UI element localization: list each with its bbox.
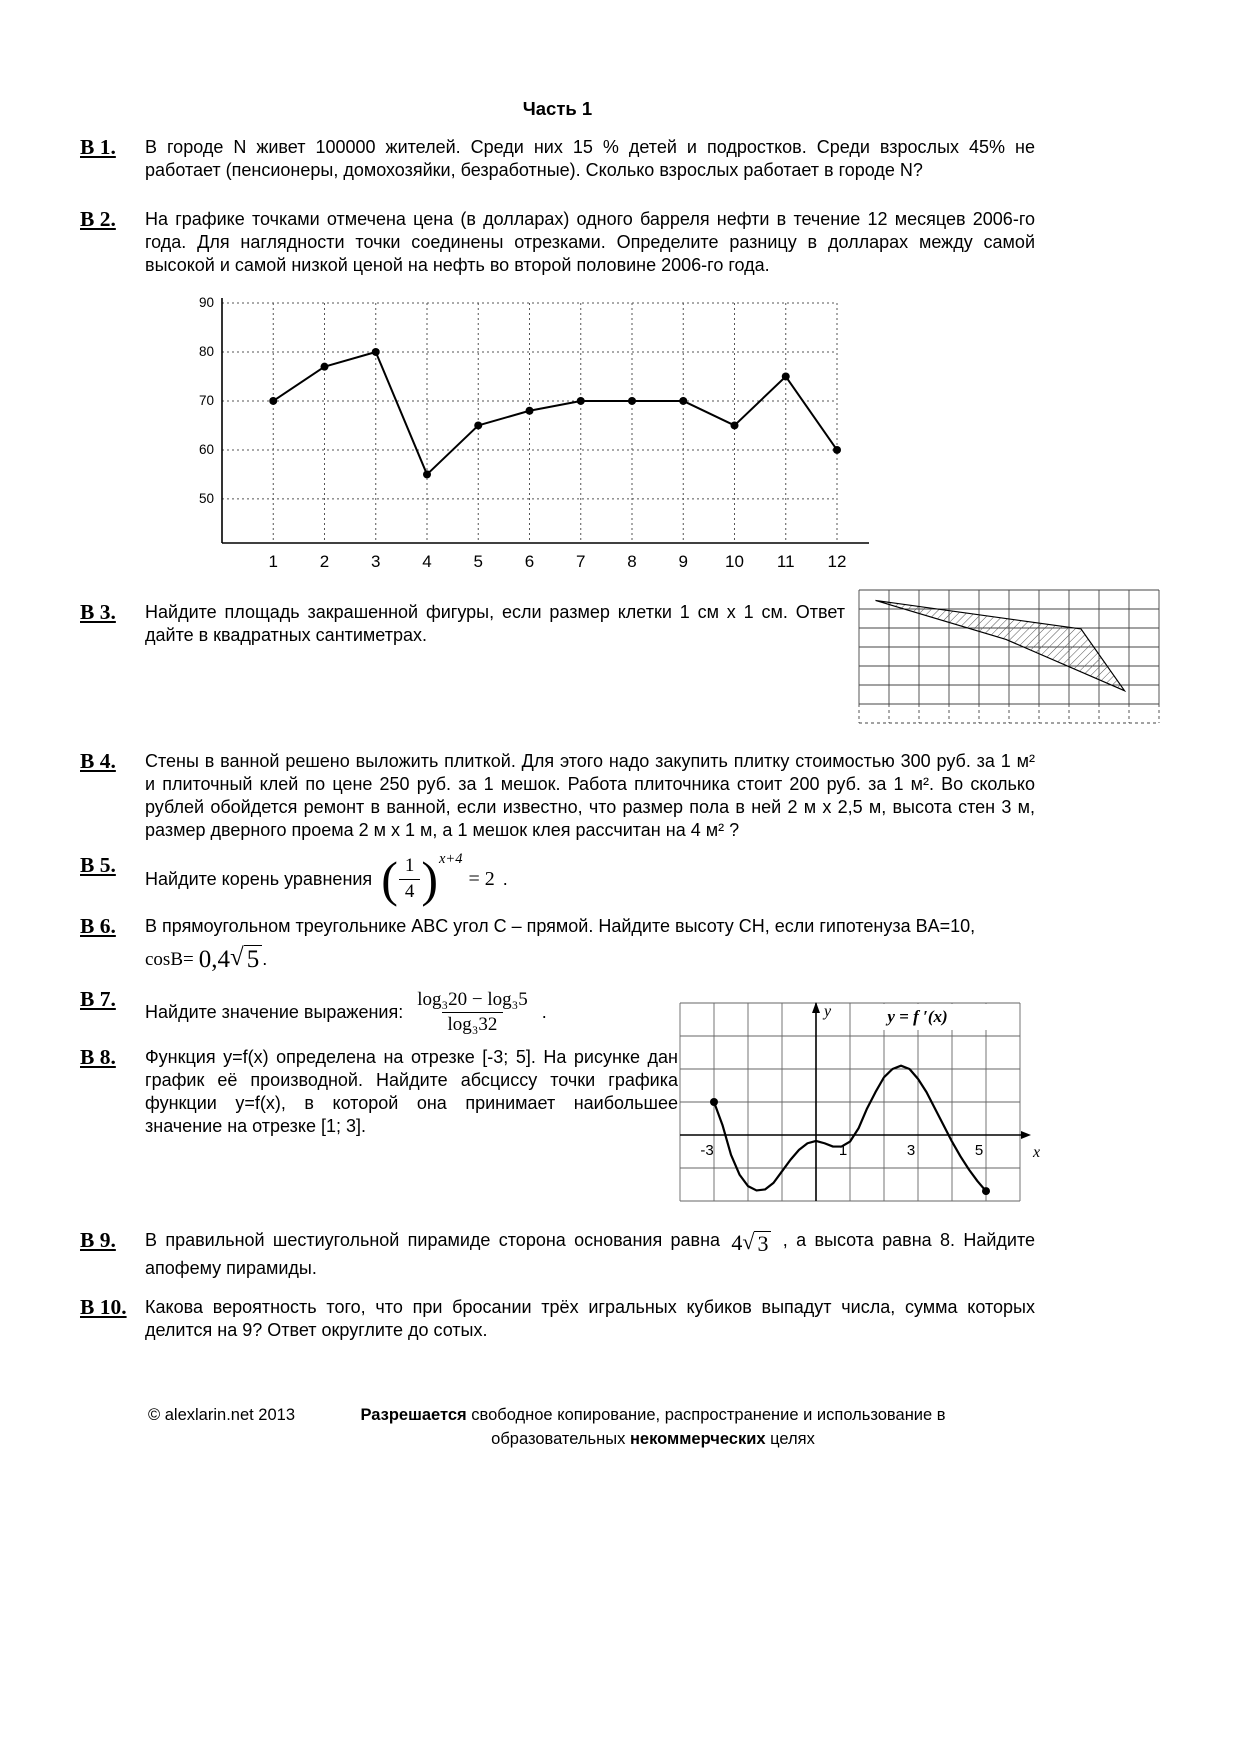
price-point xyxy=(423,471,431,479)
problem-b2-text: На графике точками отмечена цена (в долларах) одного барреля нефти в течение 12 месяцев 2006-го года. Для наглядности точки соединены отрезками. Определите разницу в долларах между самой высокой и самой низкой ценой на нефть во второй половине 2006-го года. xyxy=(145,209,1035,276)
problem-b4 xyxy=(80,750,1239,842)
radical-sign: √ xyxy=(229,944,244,972)
b9-sqrt-value xyxy=(731,1229,771,1257)
fraction-numerator: log₃20 − log₃5 xyxy=(417,988,528,1010)
svg-text:5: 5 xyxy=(974,1142,984,1160)
problem-b10-label: В 10. xyxy=(80,1295,127,1320)
right-paren: ) xyxy=(421,851,438,908)
license-text xyxy=(353,1404,953,1452)
svg-text:50: 50 xyxy=(198,491,214,507)
problem-b3 xyxy=(80,601,1239,724)
shaded-figure xyxy=(876,601,1125,691)
exponent: x+4 xyxy=(439,851,463,868)
cosB-prefix: cosB= xyxy=(145,948,194,970)
radicand: 3 xyxy=(754,1231,771,1256)
license-bold-1: Разрешается xyxy=(360,1406,467,1425)
b9-text-after: , а высота равна 8. Найдите апофему пирамиды. xyxy=(145,1230,1036,1279)
b6-suffix: . xyxy=(262,949,268,970)
problem-b4-text: Стены в ванной решено выложить плиткой. Для этого надо закупить плитку стоимостью 300 руб. за 1 м² и плиточный клей по цене 250 руб. за 1 мешок. Работа плиточника стоит 200 руб. за 1 м². Во сколько рублей обойдется ремонт в ванной, если известно, что размер пола в ней 2 м х 2,5 м, высота стен 3 м, размер дверного проема 2 м х 1 м, а 1 мешок клея рассчитан на 4 м² ? xyxy=(145,751,1035,841)
sqrt-expression xyxy=(742,1228,771,1256)
price-point xyxy=(321,363,329,371)
svg-text:2: 2 xyxy=(319,552,330,572)
derivative-graph xyxy=(678,1001,1050,1209)
b5-period: . xyxy=(502,868,508,889)
price-point xyxy=(526,407,534,415)
sqrt-expression xyxy=(230,945,262,974)
problem-b4-label: В 4. xyxy=(80,749,116,774)
svg-text:3: 3 xyxy=(371,552,381,572)
problem-b2 xyxy=(80,208,1239,575)
problem-b5-text: Найдите корень уравнения xyxy=(145,868,373,889)
radicand: 5 xyxy=(244,945,263,974)
page-title: Часть 1 xyxy=(522,98,593,119)
problem-b1-text: В городе N живет 100000 жителей. Среди них 15 % детей и подростков. Среди взрослых 45% не работает (пенсионеры, домохозяйки, безработные). Сколько взрослых работает в городе N? xyxy=(145,137,1035,181)
problem-b9 xyxy=(80,1229,1239,1280)
problem-b2-label: В 2. xyxy=(80,207,116,232)
problem-b7-text: Найдите значение выражения: xyxy=(145,1002,404,1023)
license-bold-2: некоммерческих xyxy=(629,1430,766,1449)
svg-text:x: x xyxy=(1033,1144,1041,1162)
svg-text:90: 90 xyxy=(198,295,214,311)
problem-b7-label: В 7. xyxy=(80,986,116,1011)
price-point xyxy=(782,373,790,381)
left-paren: ( xyxy=(381,851,398,908)
problem-b7 xyxy=(80,988,1239,1038)
svg-text:80: 80 xyxy=(198,344,214,360)
problem-b3-content xyxy=(145,601,1160,724)
license-text-1: свободное копирование, распространение и использование в образовательных xyxy=(466,1406,946,1449)
b5-fraction xyxy=(399,854,421,904)
b7-fraction xyxy=(411,988,534,1038)
fraction-denominator: log₃32 xyxy=(442,1012,504,1038)
coefficient: 0,4 xyxy=(198,945,230,973)
problem-b5 xyxy=(80,851,1239,908)
price-point xyxy=(833,446,841,454)
price-point xyxy=(372,348,380,356)
fraction-numerator: 1 xyxy=(404,855,415,877)
svg-text:y = f ′(x): y = f ′(x) xyxy=(887,1007,948,1027)
problem-b5-content xyxy=(145,851,1035,908)
svg-text:60: 60 xyxy=(198,442,214,458)
b5-equation xyxy=(380,851,495,908)
problem-b9-text xyxy=(145,1229,1035,1280)
problem-b10-text: Какова вероятность того, что при бросании трёх игральных кубиков выпадут числа, сумма которых делится на 9? Ответ округлите до сотых. xyxy=(145,1297,1035,1341)
price-point xyxy=(679,397,687,405)
svg-text:5: 5 xyxy=(473,552,483,572)
svg-text:6: 6 xyxy=(524,552,535,572)
problem-b1-label: В 1. xyxy=(80,135,116,159)
svg-text:3: 3 xyxy=(906,1142,916,1160)
problem-b1 xyxy=(80,136,1239,182)
price-point xyxy=(269,397,277,405)
svg-text:11: 11 xyxy=(776,552,795,572)
coefficient: 4 xyxy=(731,1230,743,1256)
price-point xyxy=(577,397,585,405)
problem-b3-label: В 3. xyxy=(80,600,116,625)
x-axis-arrow xyxy=(1021,1131,1031,1139)
problem-b3-text: Найдите площадь закрашенной фигуры, если размер клетки 1 см х 1 см. Ответ дайте в квадратных сантиметрах. xyxy=(145,602,845,646)
svg-text:70: 70 xyxy=(198,393,214,409)
y-axis-arrow xyxy=(812,1002,820,1013)
endpoint-dot xyxy=(982,1187,990,1195)
price-point xyxy=(628,397,636,405)
problem-b8-label: В 8. xyxy=(80,1045,116,1070)
shaded-figure-grid xyxy=(858,589,1160,724)
svg-text:4: 4 xyxy=(422,552,432,572)
svg-text:9: 9 xyxy=(678,552,688,572)
license-text-2: целях xyxy=(765,1430,815,1449)
svg-text:1: 1 xyxy=(268,552,278,572)
endpoint-dot xyxy=(710,1098,718,1106)
svg-text:8: 8 xyxy=(627,552,637,572)
problem-b6-content xyxy=(145,915,1035,976)
problem-b6-label: В 6. xyxy=(80,913,116,938)
svg-text:1: 1 xyxy=(838,1142,848,1160)
radical-sign: √ xyxy=(742,1228,755,1254)
copyright: © alexlarin.net 2013 xyxy=(148,1406,296,1425)
problem-b8-text: Функция y=f(x) определена на отрезке [-3; 5]. На рисунке дан график её производной. Найдите абсциссу точки графика функции y=f(x), в которой она принимает наибольшее значение на отрезке [1; 3]. xyxy=(145,1047,678,1137)
oil-price-chart xyxy=(174,291,874,575)
b9-text-before: В правильной шестиугольной пирамиде сторона основания равна xyxy=(145,1230,729,1251)
svg-text:12: 12 xyxy=(827,552,847,572)
page-footer xyxy=(0,1404,1239,1452)
problem-b6-text: В прямоугольном треугольнике ABC угол C – прямой. Найдите высоту CH, если гипотенуза BA=10, xyxy=(145,915,976,936)
price-point xyxy=(731,422,739,430)
svg-text:y: y xyxy=(824,1003,832,1021)
fraction-denominator: 4 xyxy=(399,879,421,905)
b6-formula xyxy=(145,944,1035,976)
problem-b9-label: В 9. xyxy=(80,1228,116,1253)
svg-text:10: 10 xyxy=(725,552,744,572)
b7-period: . xyxy=(541,1002,547,1023)
b6-value xyxy=(199,944,262,976)
problem-b2-content xyxy=(145,208,1035,575)
problem-b6 xyxy=(80,915,1239,976)
price-point xyxy=(474,422,482,430)
problem-b10 xyxy=(80,1296,1239,1342)
problem-b5-label: В 5. xyxy=(80,853,116,878)
svg-text:-3: -3 xyxy=(700,1142,714,1160)
svg-text:7: 7 xyxy=(576,552,586,572)
equation-rhs: = 2 xyxy=(468,867,495,890)
price-series-line xyxy=(273,352,837,474)
